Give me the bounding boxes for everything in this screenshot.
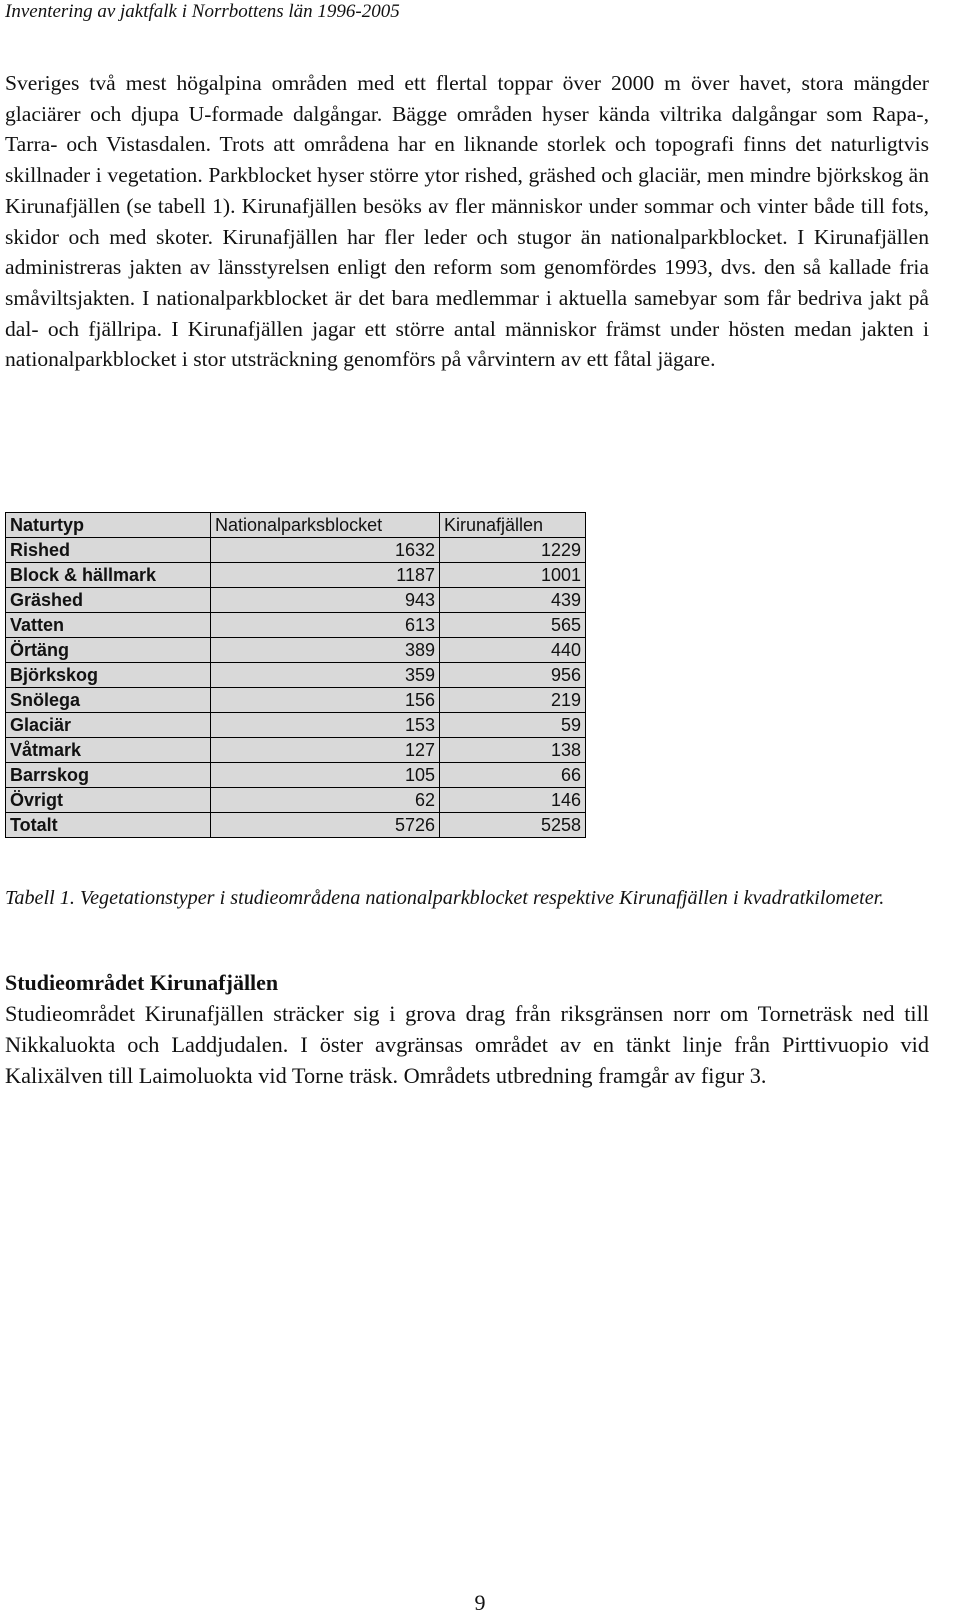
cell-naturtyp: Björkskog xyxy=(6,663,211,688)
cell-naturtyp: Rished xyxy=(6,538,211,563)
cell-nationalparksblocket: 156 xyxy=(211,688,440,713)
cell-naturtyp: Vatten xyxy=(6,613,211,638)
cell-nationalparksblocket: 613 xyxy=(211,613,440,638)
cell-nationalparksblocket: 389 xyxy=(211,638,440,663)
cell-nationalparksblocket: 62 xyxy=(211,788,440,813)
table-total-row xyxy=(6,813,586,838)
table-row xyxy=(6,538,586,563)
table-row xyxy=(6,663,586,688)
table-row xyxy=(6,588,586,613)
cell-kirunafjallen: 1229 xyxy=(440,538,586,563)
cell-nationalparksblocket: 127 xyxy=(211,738,440,763)
cell-naturtyp: Block & hällmark xyxy=(6,563,211,588)
cell-kirunafjallen: 59 xyxy=(440,713,586,738)
running-header: Inventering av jaktfalk i Norrbottens län 1996-2005 xyxy=(5,1,400,22)
header-kirunafjallen: Kirunafjällen xyxy=(440,513,586,538)
cell-kirunafjallen: 5258 xyxy=(440,813,586,838)
cell-kirunafjallen: 219 xyxy=(440,688,586,713)
table-row xyxy=(6,763,586,788)
cell-nationalparksblocket: 359 xyxy=(211,663,440,688)
header-nationalparksblocket: Nationalparksblocket xyxy=(211,513,440,538)
cell-nationalparksblocket: 943 xyxy=(211,588,440,613)
cell-kirunafjallen: 1001 xyxy=(440,563,586,588)
cell-kirunafjallen: 956 xyxy=(440,663,586,688)
header-naturtyp: Naturtyp xyxy=(6,513,211,538)
table-row xyxy=(6,788,586,813)
cell-nationalparksblocket: 1187 xyxy=(211,563,440,588)
cell-kirunafjallen: 565 xyxy=(440,613,586,638)
table-row xyxy=(6,713,586,738)
cell-naturtyp: Övrigt xyxy=(6,788,211,813)
cell-naturtyp: Snölega xyxy=(6,688,211,713)
table-row xyxy=(6,563,586,588)
table-caption: Tabell 1. Vegetationstyper i studieområdena nationalparkblocket respektive Kirunafjällen i kvadratkilometer. xyxy=(5,887,885,909)
section-body: Studieområdet Kirunafjällen sträcker sig i grova drag från riksgränsen norr om Torneträsk ned till Nikkaluokta och Laddjudalen. I öster avgränsas området av en tänkt linje från Pirttivuopio vid Kalixälven till Laimoluokta vid Torne träsk. Områdets utbredning framgår av figur 3. xyxy=(5,1001,929,1088)
page-number: 9 xyxy=(474,1590,486,1615)
cell-nationalparksblocket: 105 xyxy=(211,763,440,788)
table-row xyxy=(6,688,586,713)
cell-naturtyp: Örtäng xyxy=(6,638,211,663)
cell-naturtyp: Våtmark xyxy=(6,738,211,763)
cell-kirunafjallen: 66 xyxy=(440,763,586,788)
cell-kirunafjallen: 440 xyxy=(440,638,586,663)
cell-naturtyp: Barrskog xyxy=(6,763,211,788)
cell-nationalparksblocket: 5726 xyxy=(211,813,440,838)
cell-naturtyp: Glaciär xyxy=(6,713,211,738)
cell-kirunafjallen: 146 xyxy=(440,788,586,813)
table-row xyxy=(6,613,586,638)
table-header-row xyxy=(6,513,586,538)
cell-nationalparksblocket: 1632 xyxy=(211,538,440,563)
table-row xyxy=(6,738,586,763)
cell-kirunafjallen: 439 xyxy=(440,588,586,613)
cell-naturtyp: Gräshed xyxy=(6,588,211,613)
intro-paragraph: Sveriges två mest högalpina områden med ett flertal toppar över 2000 m över havet, stora mängder glaciärer och djupa U-formade dalgångar. Bägge områden hyser kända viltrika dalgångar som Rapa-, Tarra- och Vistasdalen. Trots att områdena har en liknande storlek och topografi finns det naturligtvis skillnader i vegetation. Parkblocket hyser större ytor rished, gräshed och glaciär, men mindre björkskog än Kirunafjällen (se tabell 1). Kirunafjällen besöks av fler människor under sommar och vinter både till fots, skidor och med skoter. Kirunafjällen har fler leder och stugor än nationalparkblocket. I Kirunafjällen administreras jakten av länsstyrelsen enligt den reform som genomfördes 1993, dvs. den så kallade fria småviltsjakten. I nationalparkblocket är det bara medlemmar i aktuella samebyar som får bedriva jakt på dal- och fjällripa. I Kirunafjällen jagar ett större antal människor främst under hösten medan jakten i nationalparkblocket i stor utsträckning genomförs på vårvintern av ett fåtal jägare. xyxy=(5,71,929,372)
cell-naturtyp: Totalt xyxy=(6,813,211,838)
table-row xyxy=(6,638,586,663)
cell-nationalparksblocket: 153 xyxy=(211,713,440,738)
cell-kirunafjallen: 138 xyxy=(440,738,586,763)
section-heading: Studieområdet Kirunafjällen xyxy=(5,970,279,995)
vegetation-table xyxy=(5,512,586,838)
